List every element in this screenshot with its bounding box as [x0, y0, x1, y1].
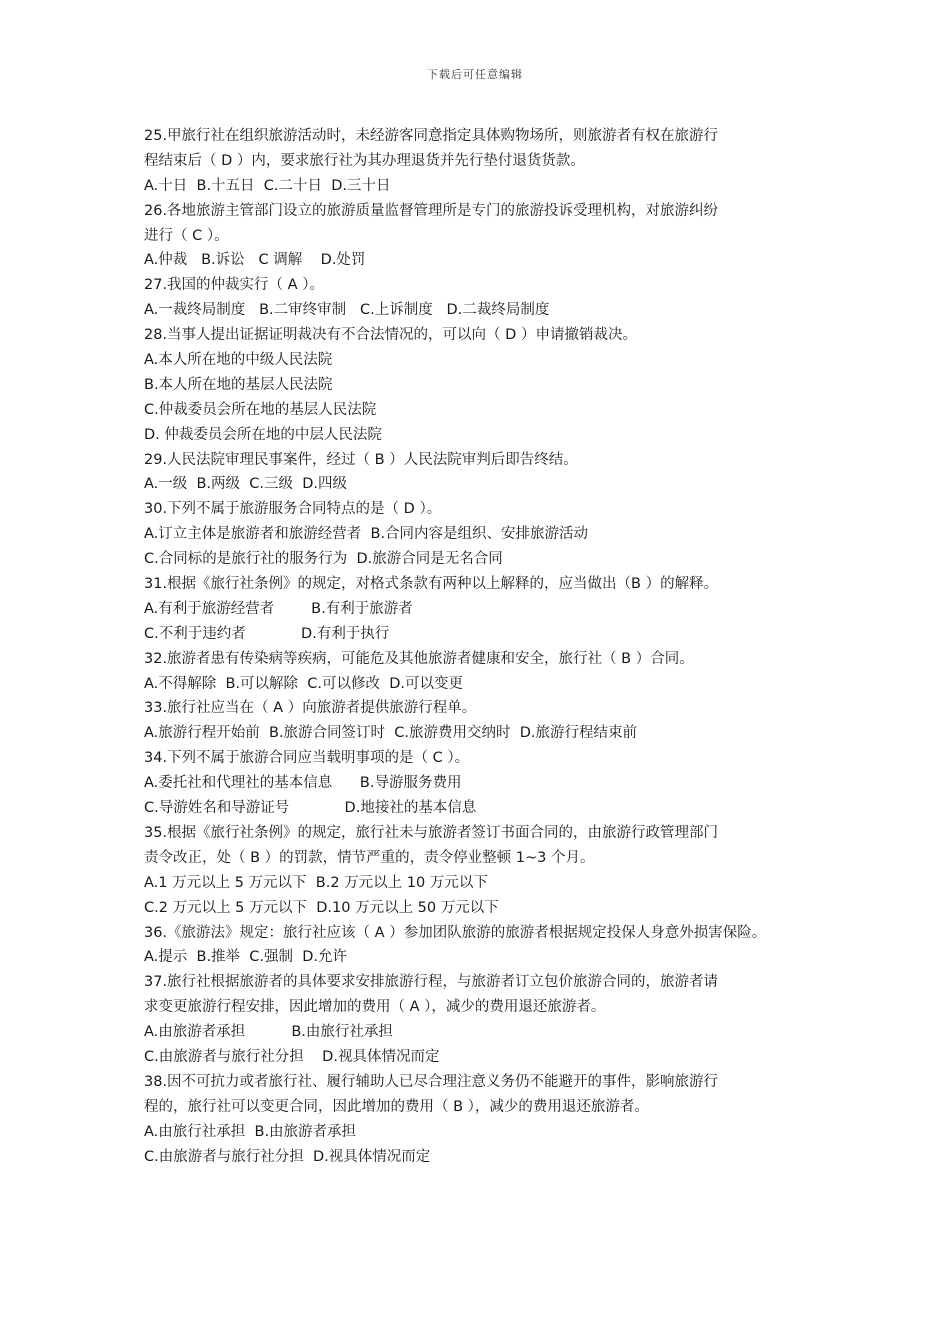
text-line: A.委托社和代理社的基本信息 B.导游服务费用	[144, 775, 462, 792]
text-line: A.由旅行社承担 B.由旅游者承担	[144, 1123, 357, 1140]
document-body	[144, 124, 824, 1169]
text-line: A.仲裁 B.诉讼 C 调解 D.处罚	[144, 252, 366, 269]
text-line: 责令改正，处（ B ）的罚款，情节严重的，责令停业整顿 1~3 个月。	[144, 849, 595, 866]
text-line: C.不利于违约者 D.有利于执行	[144, 625, 390, 642]
text-line: C.仲裁委员会所在地的基层人民法院	[144, 401, 377, 418]
text-line: 28.当事人提出证据证明裁决有不合法情况的，可以向（ D ）申请撤销裁决。	[144, 327, 637, 344]
text-line: A.一裁终局制度 B.二审终审制 C.上诉制度 D.二裁终局制度	[144, 302, 550, 319]
text-line: A.十日 B.十五日 C.二十日 D.三十日	[144, 177, 391, 194]
text-line: A.本人所在地的中级人民法院	[144, 352, 333, 369]
text-line: C.由旅游者与旅行社分担 D.视具体情况而定	[144, 1148, 431, 1165]
text-line: 求变更旅游行程安排，因此增加的费用（ A ），减少的费用退还旅游者。	[144, 999, 606, 1016]
text-line: 27.我国的仲裁实行（ A ）。	[144, 277, 324, 294]
text-line: 程结束后（ D ）内，要求旅行社为其办理退货并先行垫付退货货款。	[144, 152, 585, 169]
text-line: 38.因不可抗力或者旅行社、履行辅助人已尽合理注意义务仍不能避开的事件，影响旅游行	[144, 1073, 719, 1090]
text-line: 32.旅游者患有传染病等疾病，可能危及其他旅游者健康和安全，旅行社（ B ）合同。	[144, 650, 694, 667]
text-line: A.订立主体是旅游者和旅游经营者 B.合同内容是组织、安排旅游活动	[144, 526, 589, 543]
text-line: 25.甲旅行社在组织旅游活动时，未经游客同意指定具体购物场所，则旅游者有权在旅游行	[144, 128, 719, 144]
text-line: 30.下列不属于旅游服务合同特点的是（ D ）。	[144, 501, 442, 518]
text-line: C.导游姓名和导游证号 D.地接社的基本信息	[144, 800, 477, 817]
text-line: A.一级 B.两级 C.三级 D.四级	[144, 476, 347, 493]
text-line: A.由旅游者承担 B.由旅行社承担	[144, 1024, 393, 1041]
text-line: C.2 万元以上 5 万元以下 D.10 万元以上 50 万元以下	[144, 899, 499, 916]
text-line: A.旅游行程开始前 B.旅游合同签订时 C.旅游费用交纳时 D.旅游行程结束前	[144, 725, 637, 742]
text-line: B.本人所在地的基层人民法院	[144, 376, 333, 393]
text-line: 29.人民法院审理民事案件，经过（ B ）人民法院审判后即告终结。	[144, 451, 578, 468]
text-line: 37.旅行社根据旅游者的具体要求安排旅游行程，与旅游者订立包价旅游合同的，旅游者请	[144, 974, 719, 991]
page-header: 下载后可任意编辑	[427, 68, 523, 81]
text-line: 36.《旅游法》规定：旅行社应该（ A ）参加团队旅游的旅游者根据规定投保人身意外损害保险。	[144, 924, 767, 941]
text-line: A.提示 B.推举 C.强制 D.允许	[144, 949, 347, 966]
text-line: 26.各地旅游主管部门设立的旅游质量监督管理所是专门的旅游投诉受理机构，对旅游纠纷	[144, 202, 719, 219]
text-line: 35.根据《旅行社条例》的规定，旅行社未与旅游者签订书面合同的，由旅游行政管理部门	[144, 824, 719, 841]
text-line: C.合同标的是旅行社的服务行为 D.旅游合同是无名合同	[144, 551, 503, 568]
text-line: 33.旅行社应当在（ A ）向旅游者提供旅游行程单。	[144, 700, 477, 717]
text-line: 31.根据《旅行社条例》的规定，对格式条款有两种以上解释的，应当做出（B ）的解释。	[144, 576, 719, 593]
text-line: A.1 万元以上 5 万元以下 B.2 万元以上 10 万元以下	[144, 874, 488, 891]
text-line: D. 仲裁委员会所在地的中层人民法院	[144, 426, 382, 443]
text-line: A.有利于旅游经营者 B.有利于旅游者	[144, 600, 413, 617]
text-line: 程的，旅行社可以变更合同，因此增加的费用（ B ），减少的费用退还旅游者。	[144, 1098, 649, 1115]
text-line: C.由旅游者与旅行社分担 D.视具体情况而定	[144, 1048, 440, 1065]
text-line: 进行（ C ）。	[144, 227, 229, 244]
text-line: 34.下列不属于旅游合同应当载明事项的是（ C ）。	[144, 750, 470, 767]
text-line: A.不得解除 B.可以解除 C.可以修改 D.可以变更	[144, 675, 463, 692]
